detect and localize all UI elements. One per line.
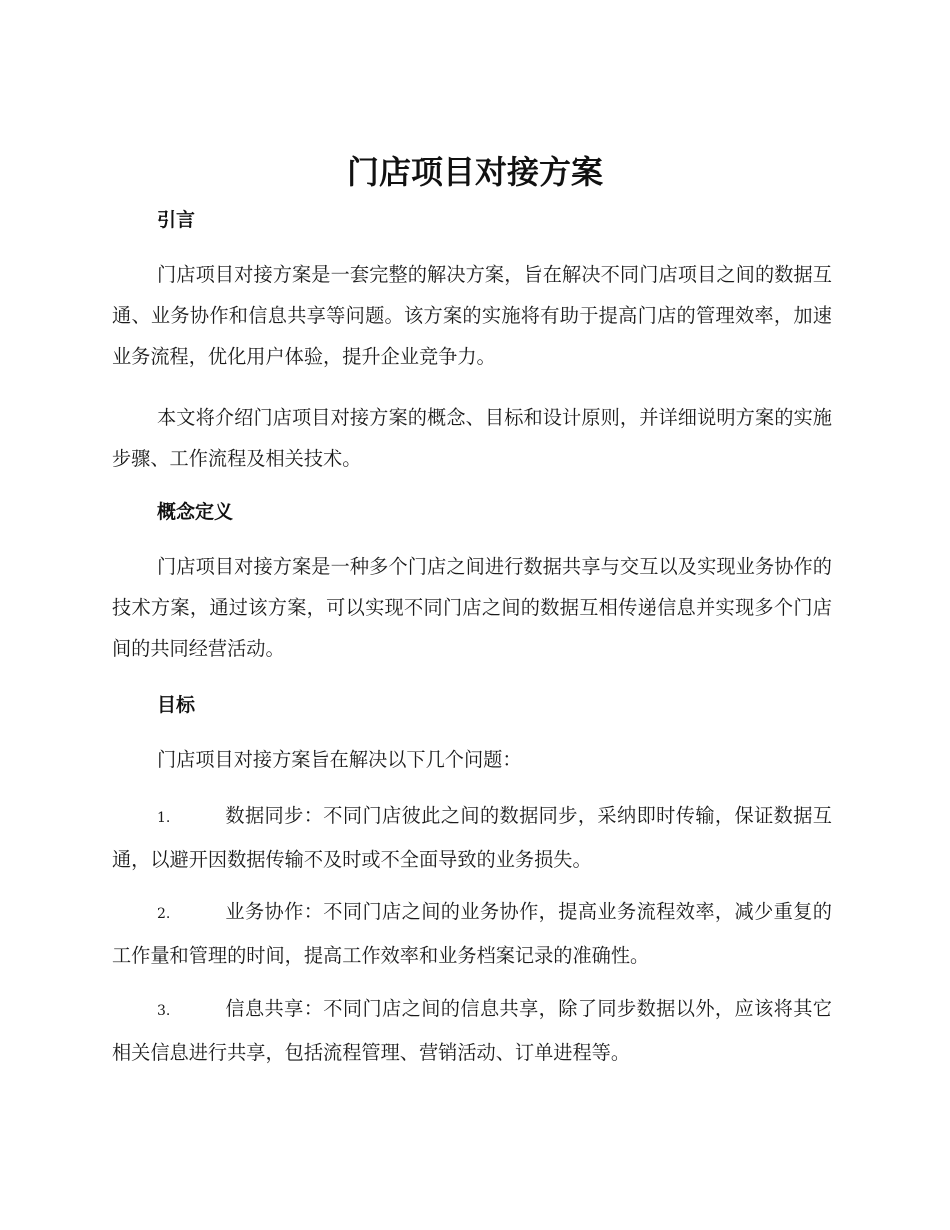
list-item-number: 2. [157, 906, 171, 922]
section-heading-intro: 引言 [157, 209, 196, 231]
list-item-number: 3. [157, 1003, 171, 1019]
intro-paragraph-2: 本文将介绍门店项目对接方案的概念、目标和设计原则，并详细说明方案的实施步骤、工作流程及相关技术。 [112, 406, 832, 470]
section-heading-concept: 概念定义 [157, 501, 234, 523]
list-item-text: 业务协作：不同门店之间的业务协作，提高业务流程效率，减少重复的工作量和管理的时间，提高工作效率和业务档案记录的准确性。 [112, 900, 832, 967]
list-item-text: 信息共享：不同门店之间的信息共享，除了同步数据以外，应该将其它相关信息进行共享，包括流程管理、营销活动、订单进程等。 [112, 997, 832, 1064]
list-item-number: 1. [157, 810, 171, 826]
intro-paragraph-1: 门店项目对接方案是一套完整的解决方案，旨在解决不同门店项目之间的数据互通、业务协作和信息共享等问题。该方案的实施将有助于提高门店的管理效率，加速业务流程，优化用户体验，提升企业竞争力。 [112, 263, 832, 368]
goal-list-item [112, 988, 832, 1073]
section-heading-goals: 目标 [157, 694, 196, 716]
goals-intro-paragraph: 门店项目对接方案旨在解决以下几个问题： [157, 748, 522, 771]
goal-list-item [112, 891, 832, 976]
concept-paragraph-1: 门店项目对接方案是一种多个门店之间进行数据共享与交互以及实现业务协作的技术方案，通过该方案，可以实现不同门店之间的数据互相传递信息并实现多个门店间的共同经营活动。 [112, 555, 832, 660]
list-item-text: 数据同步：不同门店彼此之间的数据同步，采纳即时传输，保证数据互通，以避开因数据传输不及时或不全面导致的业务损失。 [112, 804, 832, 871]
goal-list-item [112, 795, 832, 880]
document-title: 门店项目对接方案 [346, 153, 603, 191]
